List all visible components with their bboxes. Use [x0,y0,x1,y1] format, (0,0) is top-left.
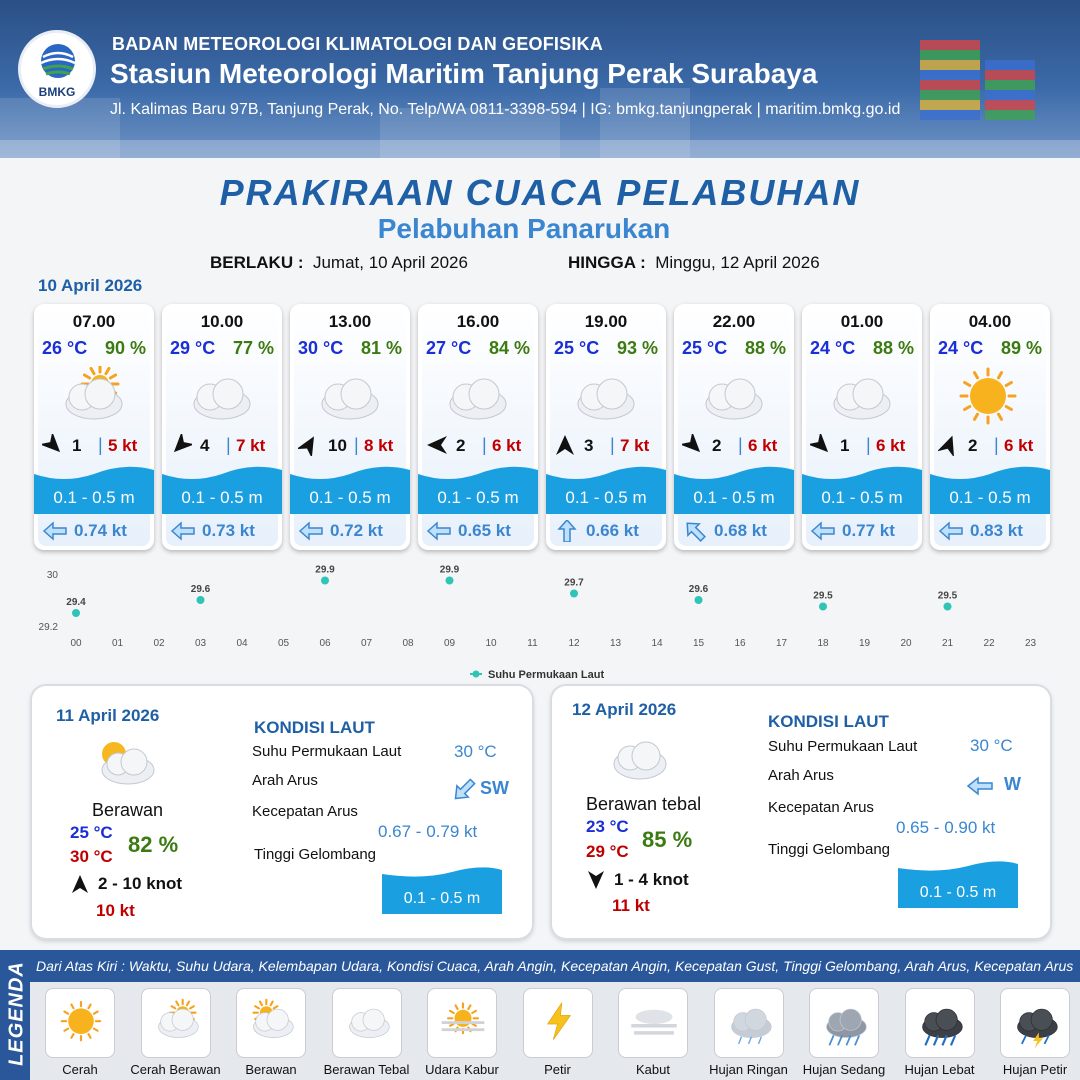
sst-point [197,596,205,604]
forecast-card [34,304,154,550]
x-tick-label: 17 [775,638,788,649]
cerah-icon [950,366,1026,426]
day2-wave-label: Tinggi Gelombang [254,846,377,863]
day2-humidity: 82 % [128,832,179,857]
legend-caption: Dari Atas Kiri : Waktu, Suhu Udara, Kelembapan Udara, Kondisi Cuaca, Arah Angin, Kecepatan Angin, Kecepatan Gust, Tinggi Gelombang, Arah Arus, Kecepatan Arus [36,958,1074,974]
berawan-tebal-icon [310,366,386,426]
forecast-card [290,304,410,550]
legend-item [905,988,975,1058]
day2-gust: 10 kt [96,901,135,920]
sst-point-label: 29.5 [813,590,833,602]
forecast-card [802,304,922,550]
legend-item [618,988,688,1058]
card-divider: | [866,435,871,455]
legend-title: LEGENDA [5,961,28,1066]
card-current [554,518,664,544]
card-time: 19.00 [584,312,628,331]
card-humidity: 88 % [872,338,914,358]
wind-direction-arrow-icon [298,434,320,456]
card-current [938,518,1048,544]
day2-current-speed: 0.67 - 0.79 kt [378,822,478,841]
sst-point [570,590,578,598]
cerah-berawan-icon [54,366,130,426]
forecast-card [674,304,794,550]
day2-sea-title: KONDISI LAUT [254,718,375,737]
day3-current-arrow-icon [966,774,994,798]
legend-item-label: Berawan [245,1062,297,1077]
card-humidity: 84 % [488,338,530,358]
kabut-icon [627,997,681,1051]
wind-direction-arrow-icon [810,434,832,456]
org-name: BADAN METEOROLOGI KLIMATOLOGI DAN GEOFISIKA [112,34,603,54]
x-tick-label: 01 [111,638,124,649]
page-title: PRAKIRAAN CUACA PELABUHAN [219,172,861,213]
sst-point-label: 29.9 [439,564,460,576]
x-tick-label: 10 [485,638,497,649]
card-divider: | [354,435,359,455]
card-current-speed: 0.66 kt [586,521,639,540]
legend-item-label: Cerah Berawan [130,1062,221,1077]
card-time: 07.00 [72,312,116,331]
card-gust: 6 kt [492,436,522,455]
x-tick-label: 12 [568,638,580,649]
card-humidity: 81 % [360,338,402,358]
card-current-speed: 0.73 kt [202,521,255,540]
berawan-tebal-icon [182,366,258,426]
day3-temp-min: 23 °C [586,817,629,836]
x-tick-label: 14 [651,638,663,649]
forecast-card [930,304,1050,550]
day2-condition: Berawan [92,800,164,820]
day2-temp-max: 30 °C [70,847,113,866]
day2-current-speed-label: Kecepatan Arus [252,803,358,820]
x-tick-label: 06 [319,638,331,649]
sst-point-label: 29.5 [937,590,958,602]
current-direction-arrow-icon [426,520,452,542]
x-tick-label: 23 [1024,638,1037,649]
card-current [426,518,536,544]
forecast-card [546,304,666,550]
berawan-tebal-icon [566,366,642,426]
x-tick-label: 00 [70,638,82,649]
x-tick-label: 05 [277,638,290,649]
sst-point-label: 29.7 [564,577,584,589]
card-wave-height: 0.1 - 0.5 m [821,488,903,507]
berawan-tebal-icon [694,366,770,426]
card-temperature: 29 °C [170,338,216,358]
day2-panel [32,686,532,938]
forecast-card [162,304,282,550]
day2-sst-label: Suhu Permukaan Laut [252,743,402,760]
station-name: Stasiun Meteorologi Maritim Tanjung Perak Surabaya [110,58,818,89]
sea-surface-temperature-chart [30,562,1050,682]
card-wave-height: 0.1 - 0.5 m [309,488,391,507]
card-wind-speed: 1 [840,436,850,455]
valid-to-value: Minggu, 12 April 2026 [655,253,820,272]
valid-from-value: Jumat, 10 April 2026 [312,253,468,272]
current-direction-arrow-icon [42,520,68,542]
current-direction-arrow-icon [298,520,324,542]
day3-current-dir: W [1004,774,1021,794]
card-time: 16.00 [456,312,500,331]
sst-point-label: 29.9 [315,564,335,576]
card-time: 10.00 [200,312,244,331]
card-current [42,518,152,544]
x-tick-label: 04 [236,638,248,649]
legend-item [332,988,402,1058]
day3-humidity: 85 % [642,827,693,852]
day3-panel [552,686,1050,938]
card-current [298,518,408,544]
day3-condition: Berawan tebal [586,794,702,814]
card-divider: | [482,435,487,455]
sst-point [944,603,952,611]
x-tick-label: 11 [527,638,538,649]
card-humidity: 93 % [616,338,658,358]
card-temperature: 27 °C [426,338,472,358]
valid-from [210,253,468,273]
day2-date: 11 April 2026 [56,706,160,725]
card-wind-speed: 1 [72,436,82,455]
hujan-lebat-icon [914,997,968,1051]
legend-item-label: Berawan Tebal [323,1062,410,1077]
legend-item [45,988,115,1058]
card-gust: 6 kt [876,436,906,455]
wind-direction-arrow-icon [554,434,576,456]
card-temperature: 24 °C [938,338,984,358]
day2-sst: 30 °C [454,742,497,761]
card-current-speed: 0.72 kt [330,521,383,540]
card-time: 04.00 [968,312,1012,331]
card-time: 01.00 [840,312,884,331]
berawan-tebal-icon [604,730,674,786]
cerah-icon [54,997,108,1051]
card-time: 22.00 [712,312,756,331]
card-humidity: 89 % [1000,338,1042,358]
card-temperature: 25 °C [554,338,600,358]
petir-icon [532,997,586,1051]
current-direction-arrow-icon [682,520,708,542]
card-gust: 6 kt [748,436,778,455]
legend-item-label: Petir [544,1062,571,1077]
card-wave-height: 0.1 - 0.5 m [437,488,519,507]
card-humidity: 90 % [104,338,146,358]
legend-item [427,988,497,1058]
day3-gust: 11 kt [612,896,650,915]
day1-date: 10 April 2026 [38,276,143,295]
wind-direction-arrow-icon [170,434,192,456]
forecast-card [418,304,538,550]
card-gust: 5 kt [108,436,138,455]
legend-item [1000,988,1070,1058]
card-wind-speed: 4 [200,436,210,455]
card-wind-speed: 2 [968,436,978,455]
day3-wave-height: 0.1 - 0.5 m [919,884,997,901]
x-tick-label: 20 [900,638,912,649]
current-direction-arrow-icon [810,520,836,542]
legend-item-label: Hujan Ringan [709,1062,788,1077]
bmkg-logo [18,30,96,108]
card-wind-speed: 10 [328,436,347,455]
day3-wave-label: Tinggi Gelombang [768,841,891,858]
day3-sst-label: Suhu Permukaan Laut [768,738,918,755]
day3-wind-arrow-icon [586,870,606,890]
legend-label: Suhu Permukaan Laut [488,669,605,681]
valid-to-label: HINGGA : [568,253,646,272]
day3-date: 12 April 2026 [572,700,677,719]
contact-info: Jl. Kalimas Baru 97B, Tanjung Perak, No. Telp/WA 0811-3398-594 | IG: bmkg.tanjungperak | maritim.bmkg.go.id [110,101,901,118]
card-current-speed: 0.83 kt [970,521,1023,540]
day2-wind-arrow-icon [70,874,90,894]
card-current [810,518,920,544]
card-current-speed: 0.77 kt [842,521,895,540]
udara-kabur-icon [436,997,490,1051]
valid-from-label: BERLAKU : [210,253,304,272]
card-wind-speed: 2 [712,436,722,455]
header-banner [0,0,1080,158]
hujan-petir-icon [1009,997,1063,1051]
legend-item [523,988,593,1058]
berawan-icon [90,734,160,790]
card-current [682,518,792,544]
x-tick-label: 22 [983,638,995,649]
card-wave-height: 0.1 - 0.5 m [693,488,775,507]
sst-point [446,577,454,585]
day2-wave-height: 0.1 - 0.5 m [403,890,481,907]
x-tick-label: 09 [443,638,456,649]
cerah-berawan-icon [150,997,204,1051]
day2-current-dir-label: Arah Arus [252,772,318,789]
x-tick-label: 08 [402,638,414,649]
day3-current-dir-label: Arah Arus [768,767,834,784]
day2-wind: 2 - 10 knot [98,874,183,893]
day2-current-arrow-icon [450,778,478,802]
legend-item [714,988,784,1058]
current-direction-arrow-icon [170,520,196,542]
x-tick-label: 03 [194,638,207,649]
legend-item-label: Cerah [62,1062,98,1077]
legend-marker [473,671,480,678]
x-tick-label: 16 [734,638,746,649]
x-tick-label: 15 [692,638,705,649]
legend-item [809,988,879,1058]
legend-item-label: Hujan Petir [1002,1062,1068,1077]
card-wave-height: 0.1 - 0.5 m [53,488,135,507]
valid-to [568,253,820,273]
day3-current-speed: 0.65 - 0.90 kt [896,818,996,837]
card-divider: | [994,435,999,455]
x-tick-label: 13 [609,638,622,649]
logo-text: BMKG [38,85,76,99]
card-wave-height: 0.1 - 0.5 m [181,488,263,507]
card-gust: 6 kt [1004,436,1034,455]
sst-point [695,596,703,604]
legend-item-label: Hujan Lebat [904,1062,975,1077]
card-divider: | [610,435,615,455]
y-tick-label: 29.2 [38,622,58,633]
card-humidity: 88 % [744,338,786,358]
legend-side-label [0,950,30,1080]
hujan-ringan-icon [723,997,777,1051]
port-name: Pelabuhan Panarukan [377,213,671,244]
wind-direction-arrow-icon [426,434,448,456]
sst-point [72,609,80,617]
card-current-speed: 0.68 kt [714,521,767,540]
card-divider: | [738,435,743,455]
card-current-speed: 0.74 kt [74,521,127,540]
current-direction-arrow-icon [938,520,964,542]
berawan-tebal-icon [341,997,395,1051]
legend-item-label: Udara Kabur [425,1062,499,1077]
day3-sst: 30 °C [970,736,1013,755]
legend-item [236,988,306,1058]
sst-point-label: 29.6 [688,584,709,595]
berawan-icon [245,997,299,1051]
wind-direction-arrow-icon [682,434,704,456]
card-wave-height: 0.1 - 0.5 m [949,488,1031,507]
day3-wind: 1 - 4 knot [614,870,689,889]
card-time: 13.00 [328,312,372,331]
legend-item-label: Hujan Sedang [802,1062,886,1077]
day3-temp-max: 29 °C [586,842,629,861]
card-current-speed: 0.65 kt [458,521,511,540]
legend [0,950,1080,1080]
day2-current-dir: SW [480,778,509,798]
card-temperature: 24 °C [810,338,856,358]
berawan-tebal-icon [822,366,898,426]
wind-direction-arrow-icon [42,434,64,456]
card-wind-speed: 3 [584,436,594,455]
card-wind-speed: 2 [456,436,466,455]
x-tick-label: 21 [941,638,954,649]
card-wave-height: 0.1 - 0.5 m [565,488,647,507]
sst-point [819,603,827,611]
sst-point-label: 29.6 [190,584,211,595]
card-temperature: 25 °C [682,338,728,358]
x-tick-label: 18 [817,638,829,649]
legend-item-label: Kabut [636,1062,670,1077]
card-gust: 7 kt [620,436,650,455]
x-tick-label: 02 [153,638,165,649]
sst-point-label: 29.4 [66,597,86,608]
card-humidity: 77 % [232,338,274,358]
sst-point [321,577,329,585]
card-divider: | [98,435,103,455]
card-temperature: 26 °C [42,338,88,358]
current-direction-arrow-icon [554,520,580,542]
x-tick-label: 19 [858,638,871,649]
x-tick-label: 07 [360,638,373,649]
card-current [170,518,280,544]
berawan-tebal-icon [438,366,514,426]
card-temperature: 30 °C [298,338,344,358]
card-divider: | [226,435,231,455]
hujan-sedang-icon [818,997,872,1051]
legend-item [141,988,211,1058]
day3-sea-title: KONDISI LAUT [768,712,889,731]
y-tick-label: 30 [46,570,58,581]
wind-direction-arrow-icon [938,434,960,456]
day3-current-speed-label: Kecepatan Arus [768,799,874,816]
day2-temp-min: 25 °C [70,823,113,842]
card-gust: 8 kt [364,436,394,455]
card-gust: 7 kt [236,436,266,455]
legend-caption-bar [30,950,1080,982]
